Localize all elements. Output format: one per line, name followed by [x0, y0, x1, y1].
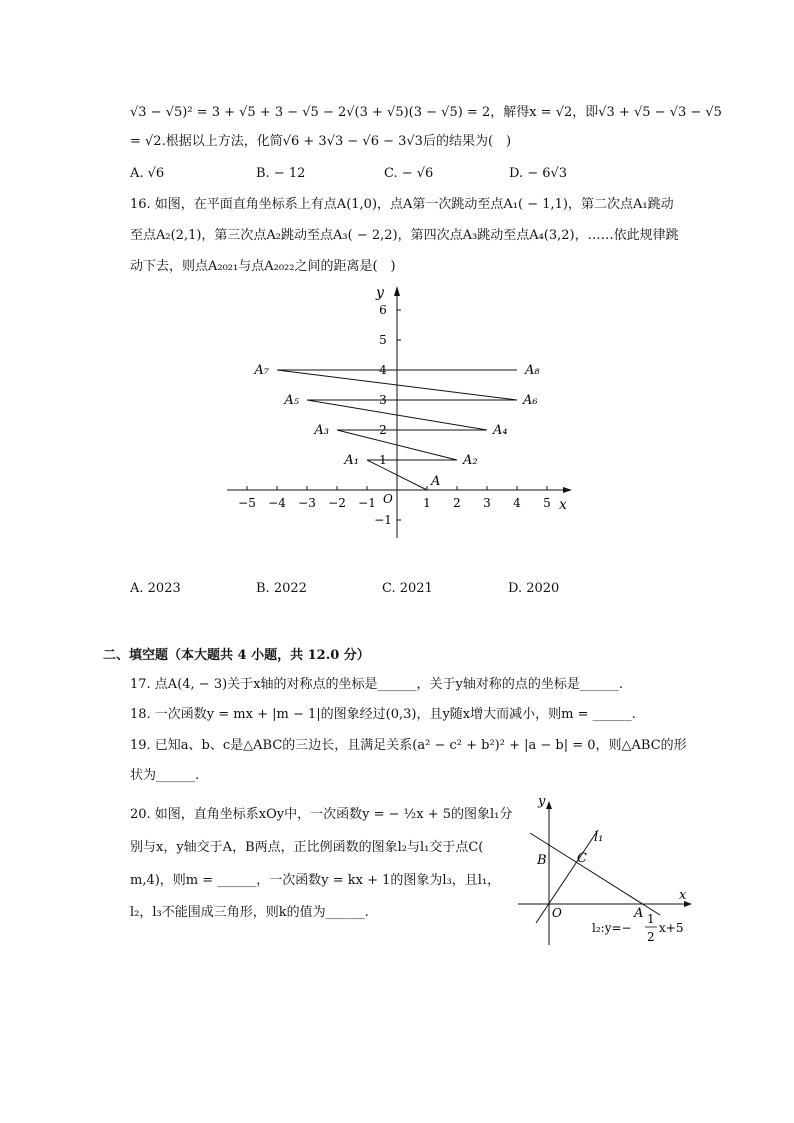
q20-point-b: B [537, 853, 547, 868]
q20-point-a: A [634, 906, 644, 921]
point-label: A₁ [344, 453, 359, 468]
point-label: A₆ [523, 393, 538, 408]
q19-line-1: 19. 已知a、b、c是△ABC的三边长，且满足关系(a² − c² + b²)² + |a − b| = 0，则△ABC的形 [130, 738, 687, 753]
point-label: A [431, 474, 441, 489]
q20-line-4: l₂，l₃不能围成三角形，则k的值为______. [130, 905, 369, 920]
x-tick-label: 4 [513, 496, 521, 510]
x-tick-label: −3 [298, 496, 316, 510]
q16-option-a[interactable]: A. 2023 [130, 581, 181, 596]
q20-y-label: y [538, 795, 546, 809]
x-tick-label: 3 [483, 496, 491, 510]
y-tick-label: 2 [379, 423, 387, 437]
point-label: A₈ [525, 363, 540, 378]
q16-option-b[interactable]: B. 2022 [256, 581, 307, 596]
x-axis-label: x [559, 497, 567, 513]
q15-option-d[interactable]: D. − 6√3 [509, 166, 568, 181]
point-label: A₃ [314, 423, 329, 438]
q15-line-2: = √2.根据以上方法，化简√6 + 3√3 − √6 − 3√3后的结果为( ) [130, 134, 512, 149]
point-label: A₂ [463, 453, 478, 468]
q20-origin: O [552, 906, 562, 920]
x-tick-label: 1 [423, 496, 431, 510]
y-tick-label: −1 [374, 513, 392, 527]
q19-line-2: 状为______. [130, 768, 200, 783]
y-axis-arrow [394, 286, 400, 296]
q15-option-a[interactable]: A. √6 [130, 166, 165, 181]
origin-label: O [383, 492, 393, 506]
q16-line-3: 动下去，则点A₂₀₂₁与点A₂₀₂₂之间的距离是( ) [130, 259, 396, 274]
y-tick-label: 1 [379, 453, 387, 467]
q16-option-d[interactable]: D. 2020 [508, 581, 560, 596]
q20-caption: l₂:y=− [592, 921, 632, 935]
q16-line-1: 16. 如图，在平面直角坐标系上有点A(1,0)，点A第一次跳动至点A₁( − 1,1)，第二次点A₁跳动 [130, 197, 674, 212]
q20-caption-tail: x+5 [659, 921, 684, 935]
x-tick-label: 2 [453, 496, 461, 510]
x-axis-arrow [563, 487, 572, 493]
q16-graph [0, 280, 794, 580]
y-tick-label: 3 [379, 393, 387, 407]
q15-option-b[interactable]: B. − 12 [256, 166, 306, 181]
q20-line-l1: l₁ [594, 830, 604, 845]
point-label: A₇ [254, 363, 269, 378]
point-label: A₅ [284, 393, 299, 408]
q16-line-2: 至点A₂(2,1)，第三次点A₂跳动至点A₃( − 2,2)，第四次点A₃跳动至点A₄(3,2)，……依此规律跳 [130, 228, 679, 243]
x-tick-label: −4 [268, 496, 286, 510]
q20-graph [510, 795, 710, 955]
x-tick-label: −2 [328, 496, 346, 510]
x-tick-label: −5 [238, 496, 256, 510]
q17-text: 17. 点A(4, − 3)关于x轴的对称点的坐标是______，关于y轴对称的点的坐标是______. [130, 677, 623, 692]
q16-graph-content [227, 285, 572, 538]
y-tick-label: 6 [379, 303, 387, 317]
q15-line-1: √3 − √5)² = 3 + √5 + 3 − √5 − 2√(3 + √5)(3 − √5) = 2，解得x = √2，即√3 + √5 − √3 − √5 [130, 105, 722, 120]
section-2-header: 二、填空题（本大题共 4 小题，共 12.0 分） [103, 648, 370, 663]
q20-x-label: x [679, 888, 687, 903]
y-tick-label: 5 [379, 333, 387, 347]
q18-text: 18. 一次函数y = mx + |m − 1|的图象经过(0,3)，且y随x增大而减小，则m = ______. [130, 707, 636, 722]
x-tick-label: 5 [543, 496, 551, 510]
y-axis-label: y [376, 285, 384, 301]
q20-line-3: m,4)，则m = ______，一次函数y = kx + 1的图象为l₃，且l₁， [130, 873, 501, 888]
point-label: A₄ [493, 423, 508, 438]
q20-line-2: 别与x，y轴交于A，B两点，正比例函数的图象l₂与l₁交于点C( [130, 840, 484, 855]
y-tick-label: 4 [379, 363, 387, 377]
q20-line-1: 20. 如图，直角坐标系xOy中，一次函数y = − ½x + 5的图象l₁分 [130, 807, 513, 822]
q20-caption-frac-den: 2 [647, 930, 655, 944]
q16-option-c[interactable]: C. 2021 [382, 581, 433, 596]
x-tick-label: −1 [358, 496, 376, 510]
q15-option-c[interactable]: C. − √6 [384, 166, 434, 181]
q20-point-c: C [577, 851, 587, 866]
q20-caption-frac-num: 1 [647, 912, 655, 926]
